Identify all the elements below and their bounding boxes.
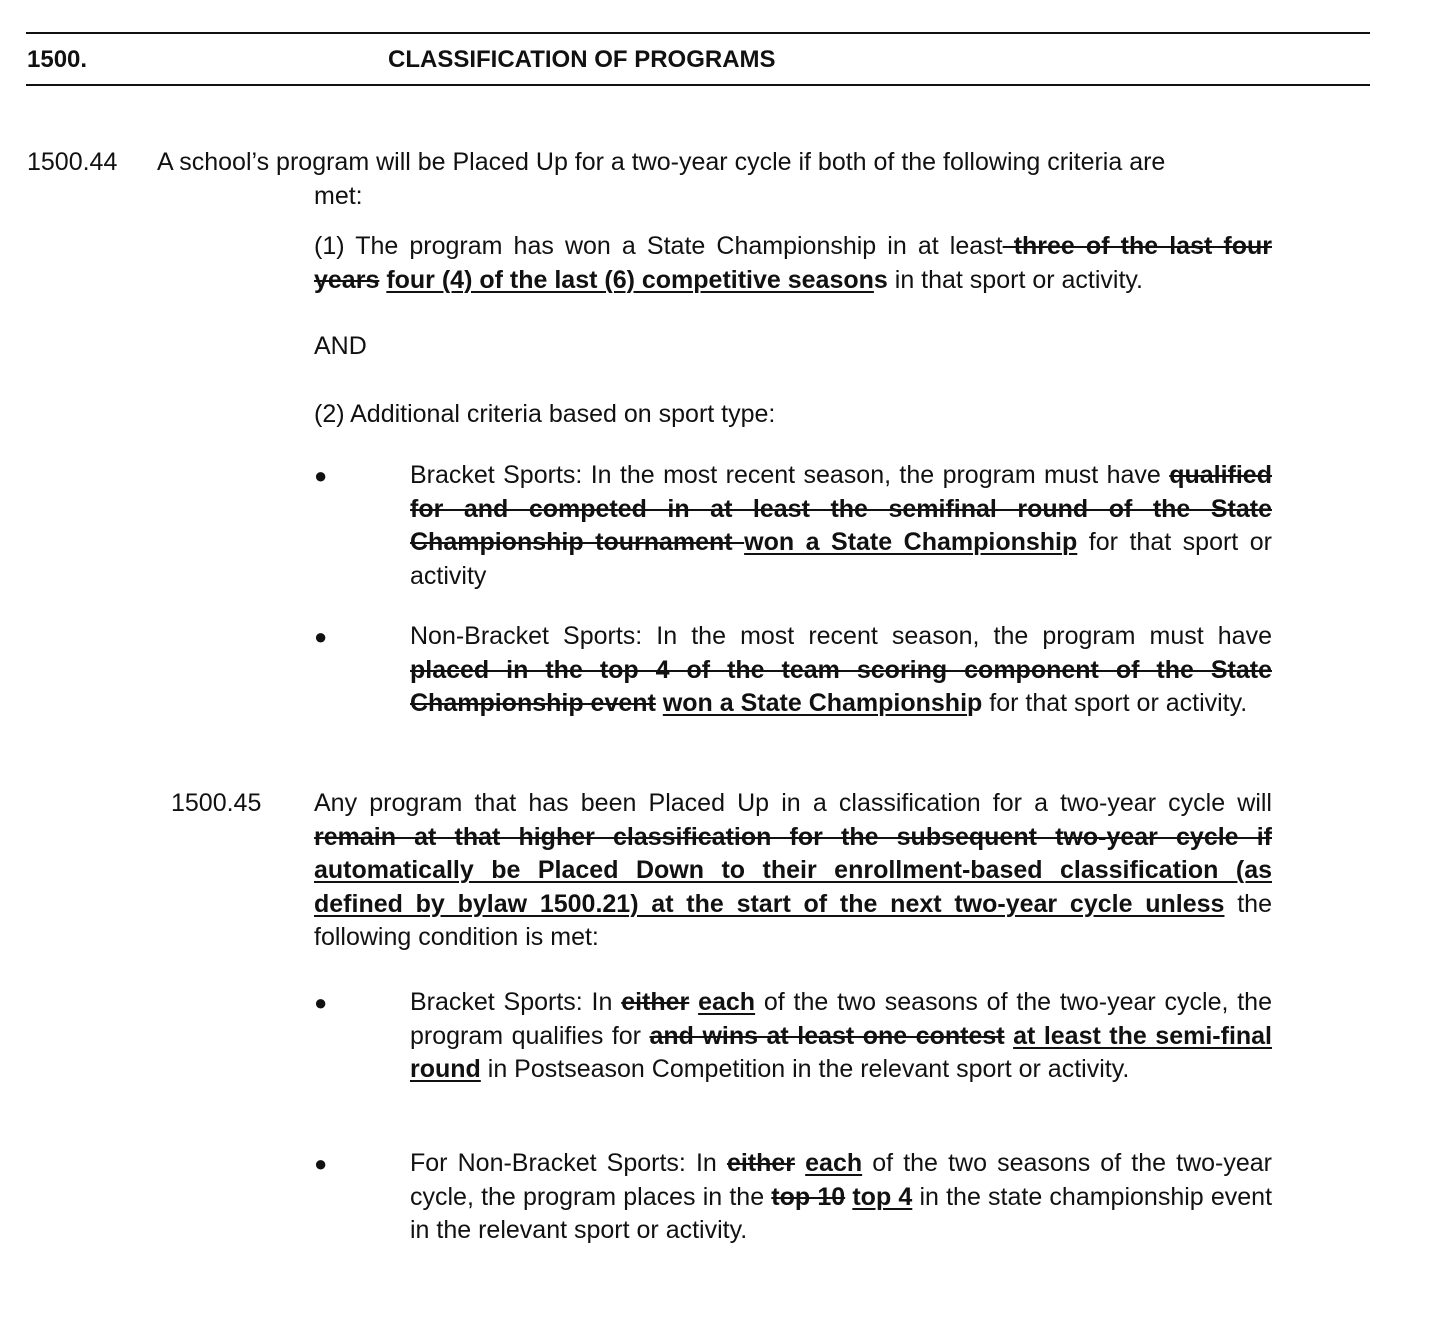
bullet-mid-text: of the two seasons of the two-year cycle, the program places in the <box>410 1149 1272 1211</box>
inserted-text: four (4) of the last (6) competitive season <box>386 265 874 294</box>
bylaw-number-1500-44: 1500.44 <box>27 148 118 176</box>
criterion-1-text: (1) The program has won a State Championship in at least <box>314 232 1003 260</box>
deleted-text: and wins at least one contest <box>649 1021 1005 1050</box>
deleted-text: three of the last four years <box>314 232 1272 294</box>
inserted-text: won a State Championshi <box>662 689 968 717</box>
header-bottom-rule <box>26 84 1370 86</box>
header-top-rule <box>26 32 1370 34</box>
deleted-text: placed in the top 4 of the team scoring component of the State Championship event <box>410 655 1272 717</box>
intro-line-1: A school’s program will be Placed Up for a two-year cycle if both of the following criteria are <box>157 148 1166 176</box>
inserted-text: at least the semi-final round <box>410 1021 1273 1083</box>
s45-pre-text: Any program that has been Placed Up in a classification for a two-year cycle will <box>314 789 1272 817</box>
bullet-icon: ● <box>314 624 328 649</box>
deleted-text: remain at that higher classification for the subsequent two-year cycle if <box>314 822 1272 851</box>
section-number: 1500. <box>27 46 88 73</box>
criterion-1-post: in that sport or activity. <box>887 265 1144 294</box>
criterion-non-bracket-sports <box>410 620 1272 721</box>
bullet-post-text: for that sport or activity <box>410 528 1272 590</box>
deleted-text: either <box>726 1149 796 1177</box>
bullet-pre-text: For Non-Bracket Sports: In <box>410 1149 727 1177</box>
bullet-icon: ● <box>314 463 328 488</box>
inserted-text: each <box>698 988 756 1016</box>
condition-bracket-sports <box>410 986 1272 1087</box>
criterion-bracket-sports <box>410 459 1272 593</box>
bullet-pre-text: Bracket Sports: In the most recent season, the program must have <box>410 461 1170 489</box>
intro-line-2: met: <box>314 182 363 210</box>
inserted-text: top 4 <box>852 1182 913 1211</box>
inserted-text-tail: s <box>873 265 888 294</box>
bullet-post-text: for that sport or activity. <box>982 689 1248 717</box>
inserted-text: automatically be Placed Down to their enrollment-based classification (as defined by bylaw 1500.21) at the start of the next two-year cycle unless <box>314 856 1272 918</box>
deleted-text: qualified for and competed in at least the semifinal round of the State Championship tournament <box>410 461 1272 556</box>
bylaw-number-1500-45: 1500.45 <box>171 789 262 817</box>
section-title: CLASSIFICATION OF PROGRAMS <box>388 46 776 73</box>
bullet-post-text: in the state championship event in the relevant sport or activity. <box>410 1182 1273 1244</box>
bullet-mid-text: of the two seasons of the two-year cycle, the program qualifies for <box>410 988 1272 1050</box>
inserted-text: each <box>805 1149 863 1177</box>
deleted-text: either <box>621 988 690 1016</box>
condition-non-bracket-sports <box>410 1147 1272 1248</box>
s45-post-text: the following condition is met: <box>314 889 1272 951</box>
bullet-post-text: in Postseason Competition in the relevant sport or activity. <box>480 1055 1130 1083</box>
and-connector: AND <box>314 332 367 360</box>
inserted-text: won a State Championship <box>744 528 1078 556</box>
bullet-icon: ● <box>314 1151 328 1176</box>
bylaw-1500-45-text <box>314 787 1272 955</box>
inserted-text-tail: p <box>967 689 983 717</box>
bullet-pre-text: Non-Bracket Sports: In the most recent season, the program must have <box>410 622 1272 650</box>
criterion-2: (2) Additional criteria based on sport type: <box>314 400 776 428</box>
criterion-1 <box>314 230 1272 297</box>
bullet-pre-text: Bracket Sports: In <box>410 988 622 1016</box>
bullet-icon: ● <box>314 990 328 1015</box>
bylaw-1500-44-intro <box>157 146 1273 180</box>
deleted-text: top 10 <box>771 1182 846 1211</box>
